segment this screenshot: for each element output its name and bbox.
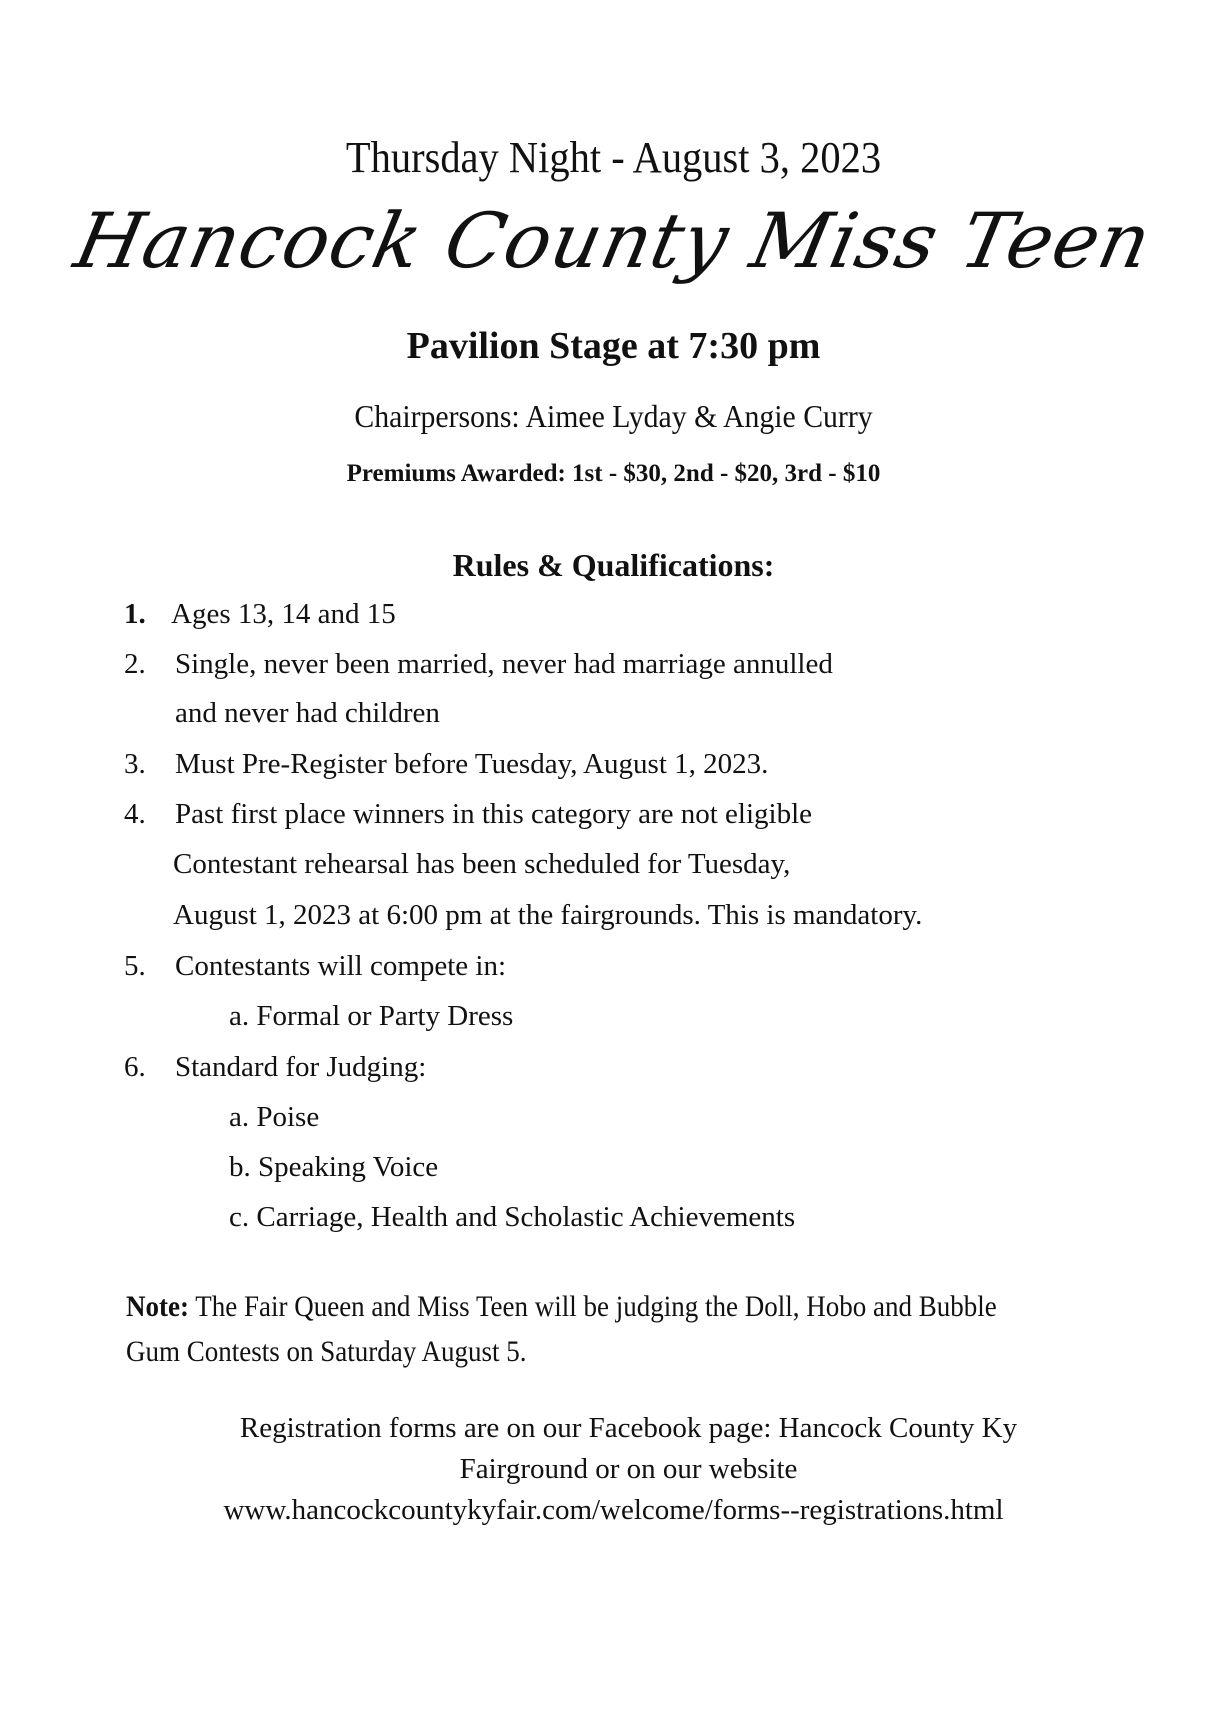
rule-number: 5. [124,950,146,982]
premiums-awarded: Premiums Awarded: 1st - $30, 2nd - $20, 3rd - $10 [346,460,881,487]
registration-info [0,1408,1227,1531]
registration-line2: Fairground or on our website [459,1453,798,1485]
rule-item [124,950,506,983]
rule-number: 1. [124,598,146,630]
rule-item [124,1201,795,1234]
note-text-line1: The Fair Queen and Miss Teen will be judging the Doll, Hobo and Bubble [195,1290,997,1323]
rule-item [124,899,922,932]
rule-number: 2. [124,648,146,680]
rule-item [124,748,768,781]
rule-text: Ages 13, 14 and 15 [171,598,396,630]
rule-text: Contestant rehearsal has been scheduled for Tuesday, [173,848,791,880]
event-date: Thursday Night - August 3, 2023 [345,133,882,182]
rule-text: Contestants will compete in: [175,950,507,982]
rules-heading: Rules & Qualifications: [452,547,775,583]
rule-text: a. Poise [229,1101,320,1133]
registration-line1: Registration forms are on our Facebook page: Hancock County Ky [239,1412,1018,1444]
chairpersons: Chairpersons: Aimee Lyday & Angie Curry [354,398,873,434]
stage-time: Pavilion Stage at 7:30 pm [406,325,821,367]
rule-text: b. Speaking Voice [229,1151,439,1183]
event-title: Hancock County Miss Teen [67,196,1160,285]
rule-text: Standard for Judging: [175,1051,427,1083]
note-text-line2: Gum Contests on Saturday August 5. [126,1335,527,1368]
rule-number: 4. [124,798,146,830]
rule-text: August 1, 2023 at 6:00 pm at the fairgrounds. This is mandatory. [173,899,923,931]
rule-item [124,598,396,631]
rule-item [124,1051,426,1084]
note-paragraph [126,1284,1026,1374]
rule-item [124,798,812,831]
rule-item [124,1000,513,1033]
rule-text: a. Formal or Party Dress [229,1000,514,1032]
rule-text: Past first place winners in this category are not eligible [175,798,813,830]
rule-item [124,648,833,681]
rule-item [124,1101,319,1134]
rule-item [124,1151,438,1184]
rule-number: 3. [124,748,146,780]
rule-text: c. Carriage, Health and Scholastic Achievements [229,1201,796,1233]
rule-number: 6. [124,1051,146,1083]
rule-item [124,697,440,730]
rule-item [124,848,790,881]
rule-text: and never had children [175,697,440,729]
registration-url: www.hancockcountykyfair.com/welcome/forms--registrations.html [223,1494,1004,1526]
rule-text: Single, never been married, never had marriage annulled [175,648,833,680]
rule-text: Must Pre-Register before Tuesday, August 1, 2023. [175,748,769,780]
note-label: Note: [126,1290,189,1323]
